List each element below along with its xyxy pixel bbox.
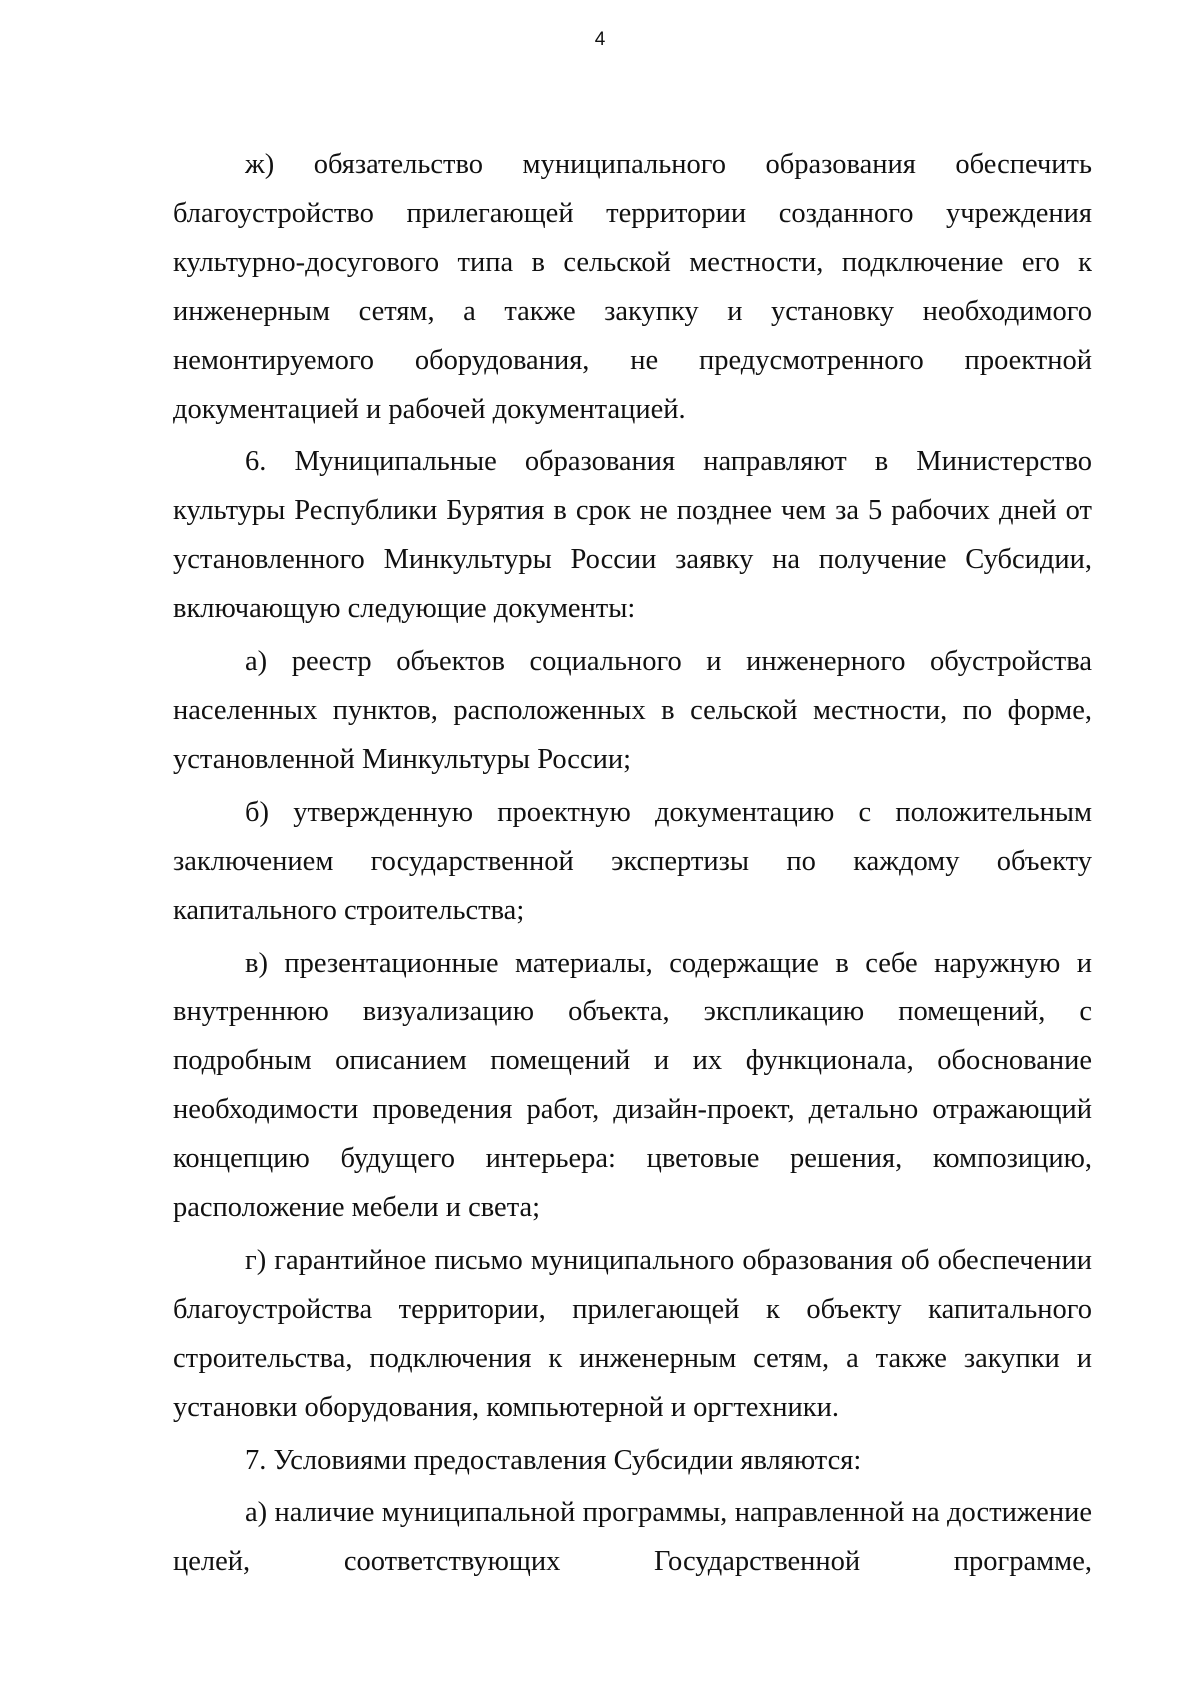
paragraph-item-v: в) презентационные материалы, содержащие в себе наружную и внутреннюю визуализацию объекта, экспликацию помещений, с подробным описанием помещений и их функционала, обоснование необходимости проведения работ, дизайн-проект, детально отражающий концепцию будущего интерьера: цветовые решения, композицию, расположение мебели и света;	[173, 947, 1092, 1224]
paragraph-item-6: 6. Муниципальные образования направляют в Министерство культуры Республики Бурятия в срок не позднее чем за 5 рабочих дней от установленного Минкультуры России заявку на получение Субсидии, включающую следующие документы:	[173, 446, 1092, 625]
paragraph-item-zh: ж) обязательство муниципального образования обеспечить благоустройство прилегающей территории созданного учреждения культурно-досугового типа в сельской местности, подключение его к инженерным сетям, а также закупку и установку необходимого немонтируемого оборудования, не предусмотренного проектной документацией и рабочей документацией.	[173, 149, 1092, 425]
document-body	[173, 141, 1092, 1591]
paragraph-item-7a: а) наличие муниципальной программы, направленной на достижение целей, соответствующих Государственной программе,	[173, 1497, 1092, 1578]
paragraph-item-a: а) реестр объектов социального и инженерного обустройства населенных пунктов, расположенных в сельской местности, по форме, установленной Минкультуры России;	[173, 646, 1092, 775]
paragraph-item-g: г) гарантийное письмо муниципального образования об обеспечении благоустройства территории, прилегающей к объекту капитального строительства, подключения к инженерным сетям, а также закупки и установки оборудования, компьютерной и оргтехники.	[173, 1244, 1092, 1423]
paragraph-item-b: б) утвержденную проектную документацию с положительным заключением государственной экспертизы по каждому объекту капитального строительства;	[173, 796, 1092, 926]
page-number: 4	[594, 29, 606, 50]
paragraph-item-7: 7. Условиями предоставления Субсидии являются:	[245, 1444, 862, 1476]
